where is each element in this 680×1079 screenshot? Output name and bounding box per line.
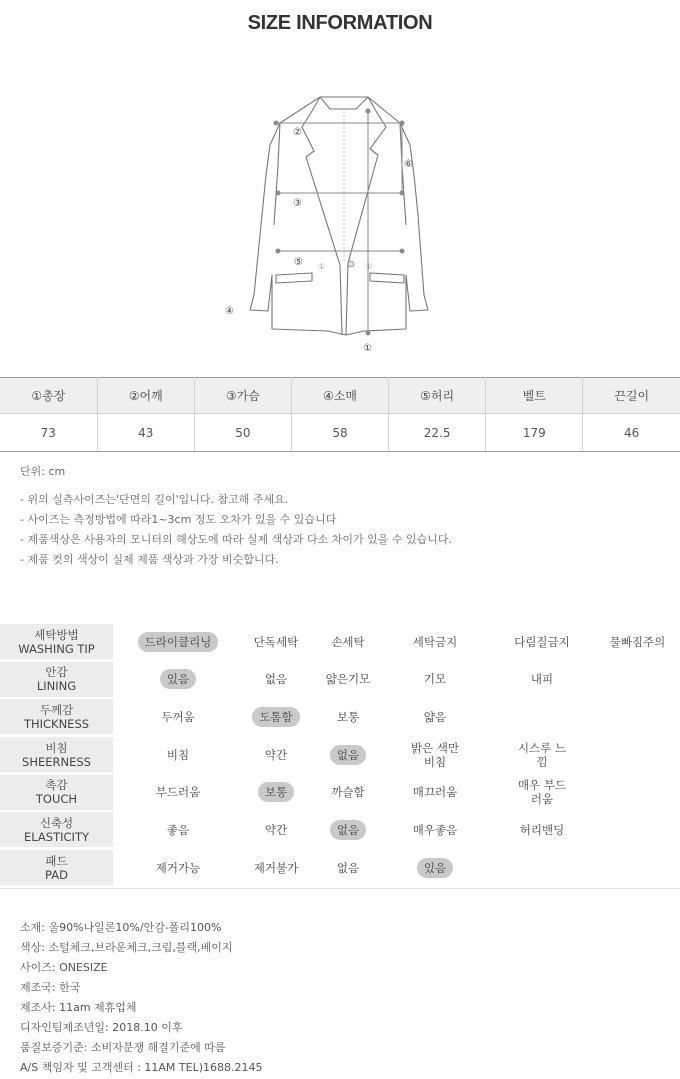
marker-6: ⑥ [404, 159, 413, 170]
care-option [128, 699, 228, 734]
svg-text:①: ① [365, 262, 373, 271]
care-option-label: 없음 [264, 672, 288, 687]
size-header: ④소매 [291, 378, 388, 414]
size-value: 179 [486, 414, 583, 452]
care-row-label [0, 812, 113, 847]
marker-2: ② [293, 127, 302, 138]
marker-5: ⑤ [294, 257, 303, 268]
jacket-outline [250, 97, 428, 335]
care-label-en: TOUCH [35, 792, 78, 807]
care-option [492, 624, 592, 659]
care-row [0, 662, 680, 700]
care-option [230, 737, 322, 772]
care-option [492, 737, 592, 772]
care-row-label [0, 662, 113, 697]
care-option [310, 737, 386, 772]
care-option-selected: 있음 [160, 669, 196, 689]
product-info-item: A/S 책임자 및 고객센터 : 11AM TEL)1688.2145 [20, 1061, 263, 1074]
care-option-label: 손세탁 [331, 634, 365, 649]
care-option-label: 허리밴딩 [519, 822, 565, 837]
size-value: 46 [583, 414, 680, 452]
product-info-item: 품질보증기준: 소비자분쟁 해결기준에 따름 [20, 1041, 226, 1054]
size-header: 끈길이 [583, 378, 680, 414]
care-label-ko: 비침 [45, 740, 68, 755]
product-info-item: 제조국: 한국 [20, 981, 81, 994]
care-label-ko: 신축성 [39, 815, 74, 830]
care-option-label: 내피 [530, 672, 554, 687]
care-row-label [0, 624, 113, 659]
size-value: 22.5 [389, 414, 486, 452]
care-option-label: 좋음 [166, 822, 190, 837]
button-icon [348, 261, 354, 267]
size-table [0, 377, 680, 452]
svg-text:①: ① [318, 262, 326, 271]
care-label-en: SHEERNESS [22, 754, 91, 769]
care-option-selected: 없음 [330, 820, 366, 840]
product-info-item: 사이즈: ONESIZE [20, 961, 108, 974]
care-row [0, 775, 680, 813]
care-table [0, 624, 680, 888]
care-label-en: WASHING TIP [18, 641, 95, 656]
care-row [0, 812, 680, 850]
size-header: ②어깨 [97, 378, 194, 414]
care-row-label [0, 737, 113, 772]
care-option-label: 시스루 느낌 [517, 740, 567, 769]
size-value: 50 [194, 414, 291, 452]
care-label-en: THICKNESS [23, 716, 90, 731]
unit-label: 단위: cm [20, 465, 66, 478]
product-info-item: 색상: 소털체크,브라운체크,크림,블랙,베이지 [20, 941, 233, 954]
care-label-ko: 촉감 [45, 778, 68, 793]
care-option-label: 제거가능 [155, 860, 201, 875]
care-option-label: 제거불가 [253, 860, 299, 875]
jacket-lapel-right [348, 97, 386, 263]
marker-1: ① [363, 343, 372, 354]
care-label-en: PAD [45, 867, 68, 882]
size-header: ①총장 [0, 378, 97, 414]
care-option [392, 624, 478, 659]
size-value: 73 [0, 414, 97, 452]
care-row-label [0, 775, 113, 810]
note-item: - 제품색상은 사용자의 모니터의 해상도에 따라 실제 색상과 다소 차이가 있을 수 있습니다. [20, 533, 452, 546]
size-value: 58 [291, 414, 388, 452]
care-label-ko: 패드 [45, 853, 68, 868]
jacket-measurement-diagram [210, 85, 470, 360]
care-option-label: 까슬함 [331, 785, 365, 800]
care-option [310, 775, 386, 810]
care-option-label: 물빠짐주의 [609, 634, 666, 649]
care-option [492, 812, 592, 847]
care-row [0, 699, 680, 737]
care-option-label: 없음 [336, 860, 360, 875]
care-option [230, 850, 322, 885]
size-table-header-row [0, 378, 680, 414]
care-option-label: 보통 [336, 709, 360, 724]
care-option-label: 약간 [264, 747, 288, 762]
care-divider [0, 888, 680, 889]
care-option [310, 662, 386, 697]
care-option-selected: 있음 [417, 858, 453, 878]
care-option-label: 얇은기모 [325, 672, 371, 687]
care-option-selected: 없음 [330, 745, 366, 765]
size-header: ③가슴 [194, 378, 291, 414]
care-row-label [0, 850, 113, 885]
care-option [230, 624, 322, 659]
care-option-selected: 보통 [258, 782, 294, 802]
size-value: 43 [97, 414, 194, 452]
care-option [392, 699, 478, 734]
jacket-lapel-left [302, 97, 340, 265]
product-info-item: 디자인팀제조년일: 2018.10 이후 [20, 1021, 183, 1034]
care-label-en: ELASTICITY [24, 829, 89, 844]
care-option [392, 775, 478, 810]
care-label-ko: 안감 [45, 665, 68, 680]
care-option [392, 662, 478, 697]
care-option [392, 850, 478, 885]
care-row-label [0, 699, 113, 734]
care-option [128, 624, 228, 659]
care-row [0, 624, 680, 662]
marker-3: ③ [293, 198, 302, 209]
care-option-label: 매우좋음 [412, 822, 458, 837]
care-option [595, 624, 680, 659]
care-label-ko: 세탁방법 [34, 627, 79, 642]
care-option-label: 다림질금지 [514, 634, 570, 649]
care-row [0, 850, 680, 888]
care-option [310, 624, 386, 659]
product-info-list [20, 918, 263, 1078]
care-option [492, 662, 592, 697]
care-option [230, 699, 322, 734]
care-option [230, 775, 322, 810]
care-option [392, 737, 478, 772]
care-option-label: 비침 [166, 747, 190, 762]
care-option-label: 기모 [423, 672, 447, 687]
care-option [230, 812, 322, 847]
care-option-label: 세탁금지 [412, 634, 458, 649]
product-info-item: 소재: 울90%나일론10%/안감-폴리100% [20, 921, 222, 934]
size-notes [20, 490, 452, 570]
care-option-label: 두꺼움 [161, 709, 195, 724]
care-option-label: 단독세탁 [253, 634, 299, 649]
product-info-item: 제조사: 11am 제휴업체 [20, 1001, 137, 1014]
care-option [128, 737, 228, 772]
page-title: SIZE INFORMATION [247, 12, 433, 34]
care-option-label: 매우 부드러움 [517, 778, 567, 807]
note-item: - 제품 컷의 색상이 실제 제품 색상과 가장 비슷합니다. [20, 553, 279, 566]
care-option [310, 812, 386, 847]
pocket-left [276, 273, 312, 283]
care-option [310, 850, 386, 885]
care-option [310, 699, 386, 734]
care-option [128, 662, 228, 697]
size-header: ⑤허리 [389, 378, 486, 414]
note-item: - 위의 실측사이즈는'단면의 길이'입니다. 참고해 주세요. [20, 493, 289, 506]
care-option [392, 812, 478, 847]
size-header: 벨트 [486, 378, 583, 414]
care-label-ko: 두께감 [39, 702, 74, 717]
care-option [230, 662, 322, 697]
note-item: - 사이즈는 측정방법에 따라1~3cm 정도 오차가 있을 수 있습니다 [20, 513, 337, 526]
care-option [128, 850, 228, 885]
care-option-label: 매끄러움 [412, 785, 458, 800]
marker-4: ④ [225, 306, 234, 317]
size-table-value-row [0, 414, 680, 452]
care-option-label: 약간 [264, 822, 288, 837]
care-option-label: 얇음 [423, 709, 447, 724]
care-option [128, 775, 228, 810]
care-option-label: 밝은 색만 비침 [410, 740, 460, 769]
care-option-selected: 도톰함 [252, 707, 299, 727]
care-option-label: 부드러움 [155, 785, 201, 800]
pocket-right [370, 273, 404, 283]
care-option [492, 775, 592, 810]
care-option-selected: 드라이클리닝 [138, 632, 219, 652]
care-row [0, 737, 680, 775]
care-label-en: LINING [36, 679, 77, 694]
care-option [128, 812, 228, 847]
